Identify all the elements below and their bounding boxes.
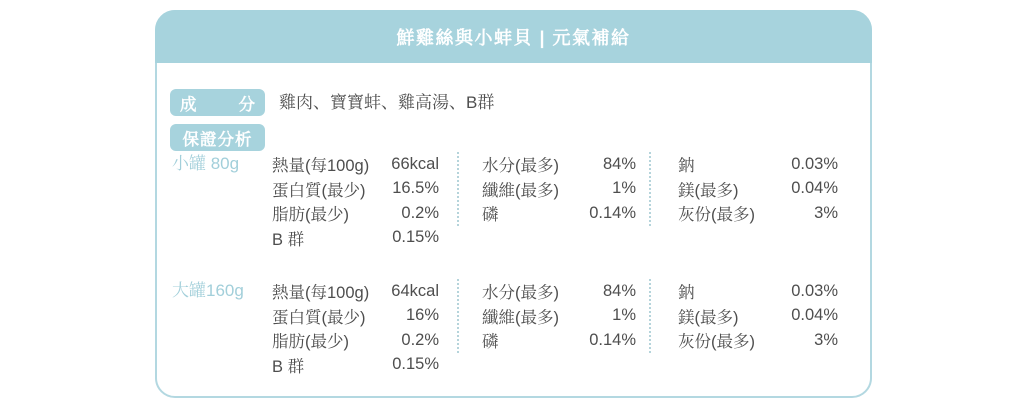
nutrition-column	[649, 279, 838, 353]
nutrition-label: 灰份(最多)	[678, 206, 755, 225]
nutrition-label: 水分(最多)	[482, 284, 559, 303]
nutrition-row	[272, 201, 439, 226]
guaranteed-analysis-badge: 保證分析	[170, 124, 265, 151]
product-info-card	[155, 10, 872, 398]
nutrition-label: 蛋白質(最少)	[272, 308, 366, 327]
nutrition-row	[678, 177, 838, 202]
nutrition-row	[678, 152, 838, 177]
nutrition-label: 脂肪(最少)	[272, 333, 349, 352]
nutrition-value: 0.04%	[791, 306, 838, 325]
nutrition-label: 鈉	[678, 284, 695, 303]
nutrition-column	[457, 152, 636, 226]
nutrition-row	[482, 279, 636, 304]
nutrition-value: 84%	[602, 154, 636, 173]
nutrition-table-large-can	[272, 279, 870, 377]
nutrition-value: 0.04%	[791, 179, 838, 198]
nutrition-label: B 群	[272, 357, 305, 376]
nutrition-row	[678, 201, 838, 226]
nutrition-row	[482, 304, 636, 329]
ingredients-badge-char-right: 分	[238, 95, 255, 114]
card-header	[155, 10, 872, 63]
nutrition-row	[482, 201, 636, 226]
nutrition-label: 熱量(每100g)	[272, 284, 370, 303]
nutrition-value: 64kcal	[391, 281, 439, 300]
nutrition-value: 0.03%	[791, 154, 838, 173]
nutrition-value: 0.15%	[392, 228, 439, 247]
nutrition-value: 0.14%	[589, 203, 636, 222]
nutrition-row	[482, 328, 636, 353]
nutrition-label: 磷	[482, 333, 499, 352]
nutrition-row	[272, 226, 439, 251]
nutrition-row	[272, 177, 439, 202]
section-small-can	[157, 152, 870, 250]
nutrition-row	[272, 279, 439, 304]
nutrition-column	[272, 152, 439, 250]
ingredients-badge-char-left: 成	[180, 95, 197, 114]
size-label-large-can: 大罐160g	[172, 281, 244, 300]
card-body	[157, 63, 870, 396]
nutrition-value: 84%	[602, 281, 636, 300]
nutrition-value: 1%	[612, 306, 636, 325]
nutrition-row	[678, 279, 838, 304]
nutrition-label: 鎂(最多)	[678, 308, 739, 327]
nutrition-value: 0.14%	[589, 330, 636, 349]
nutrition-row	[272, 304, 439, 329]
nutrition-row	[272, 328, 439, 353]
nutrition-value: 0.2%	[401, 203, 439, 222]
section-large-can	[157, 279, 870, 377]
nutrition-value: 0.03%	[791, 281, 838, 300]
nutrition-row	[272, 353, 439, 378]
ingredients-badge	[170, 89, 265, 116]
nutrition-label: 纖維(最多)	[482, 181, 559, 200]
nutrition-label: 熱量(每100g)	[272, 157, 370, 176]
nutrition-table-small-can	[272, 152, 870, 250]
nutrition-value: 16%	[405, 306, 439, 325]
nutrition-label: 纖維(最多)	[482, 308, 559, 327]
nutrition-value: 3%	[814, 203, 838, 222]
product-title: 鮮雞絲與小蚌貝 | 元氣補給	[396, 27, 631, 48]
nutrition-row	[678, 328, 838, 353]
nutrition-label: 磷	[482, 206, 499, 225]
nutrition-label: 水分(最多)	[482, 157, 559, 176]
size-label-small-can: 小罐 80g	[172, 154, 240, 173]
nutrition-value: 0.15%	[392, 355, 439, 374]
nutrition-row	[272, 152, 439, 177]
nutrition-row	[482, 152, 636, 177]
nutrition-label: 灰份(最多)	[678, 333, 755, 352]
nutrition-row	[482, 177, 636, 202]
nutrition-value: 3%	[814, 330, 838, 349]
nutrition-label: 鈉	[678, 157, 695, 176]
nutrition-value: 16.5%	[392, 179, 439, 198]
ingredients-value: 雞肉、寶寶蚌、雞高湯、B群	[279, 93, 495, 112]
nutrition-label: 蛋白質(最少)	[272, 181, 366, 200]
nutrition-column	[649, 152, 838, 226]
nutrition-column	[272, 279, 439, 377]
nutrition-row	[678, 304, 838, 329]
nutrition-value: 0.2%	[401, 330, 439, 349]
nutrition-value: 1%	[612, 179, 636, 198]
nutrition-value: 66kcal	[391, 154, 439, 173]
nutrition-column	[457, 279, 636, 353]
nutrition-label: B 群	[272, 230, 305, 249]
nutrition-label: 脂肪(最少)	[272, 206, 349, 225]
nutrition-label: 鎂(最多)	[678, 181, 739, 200]
